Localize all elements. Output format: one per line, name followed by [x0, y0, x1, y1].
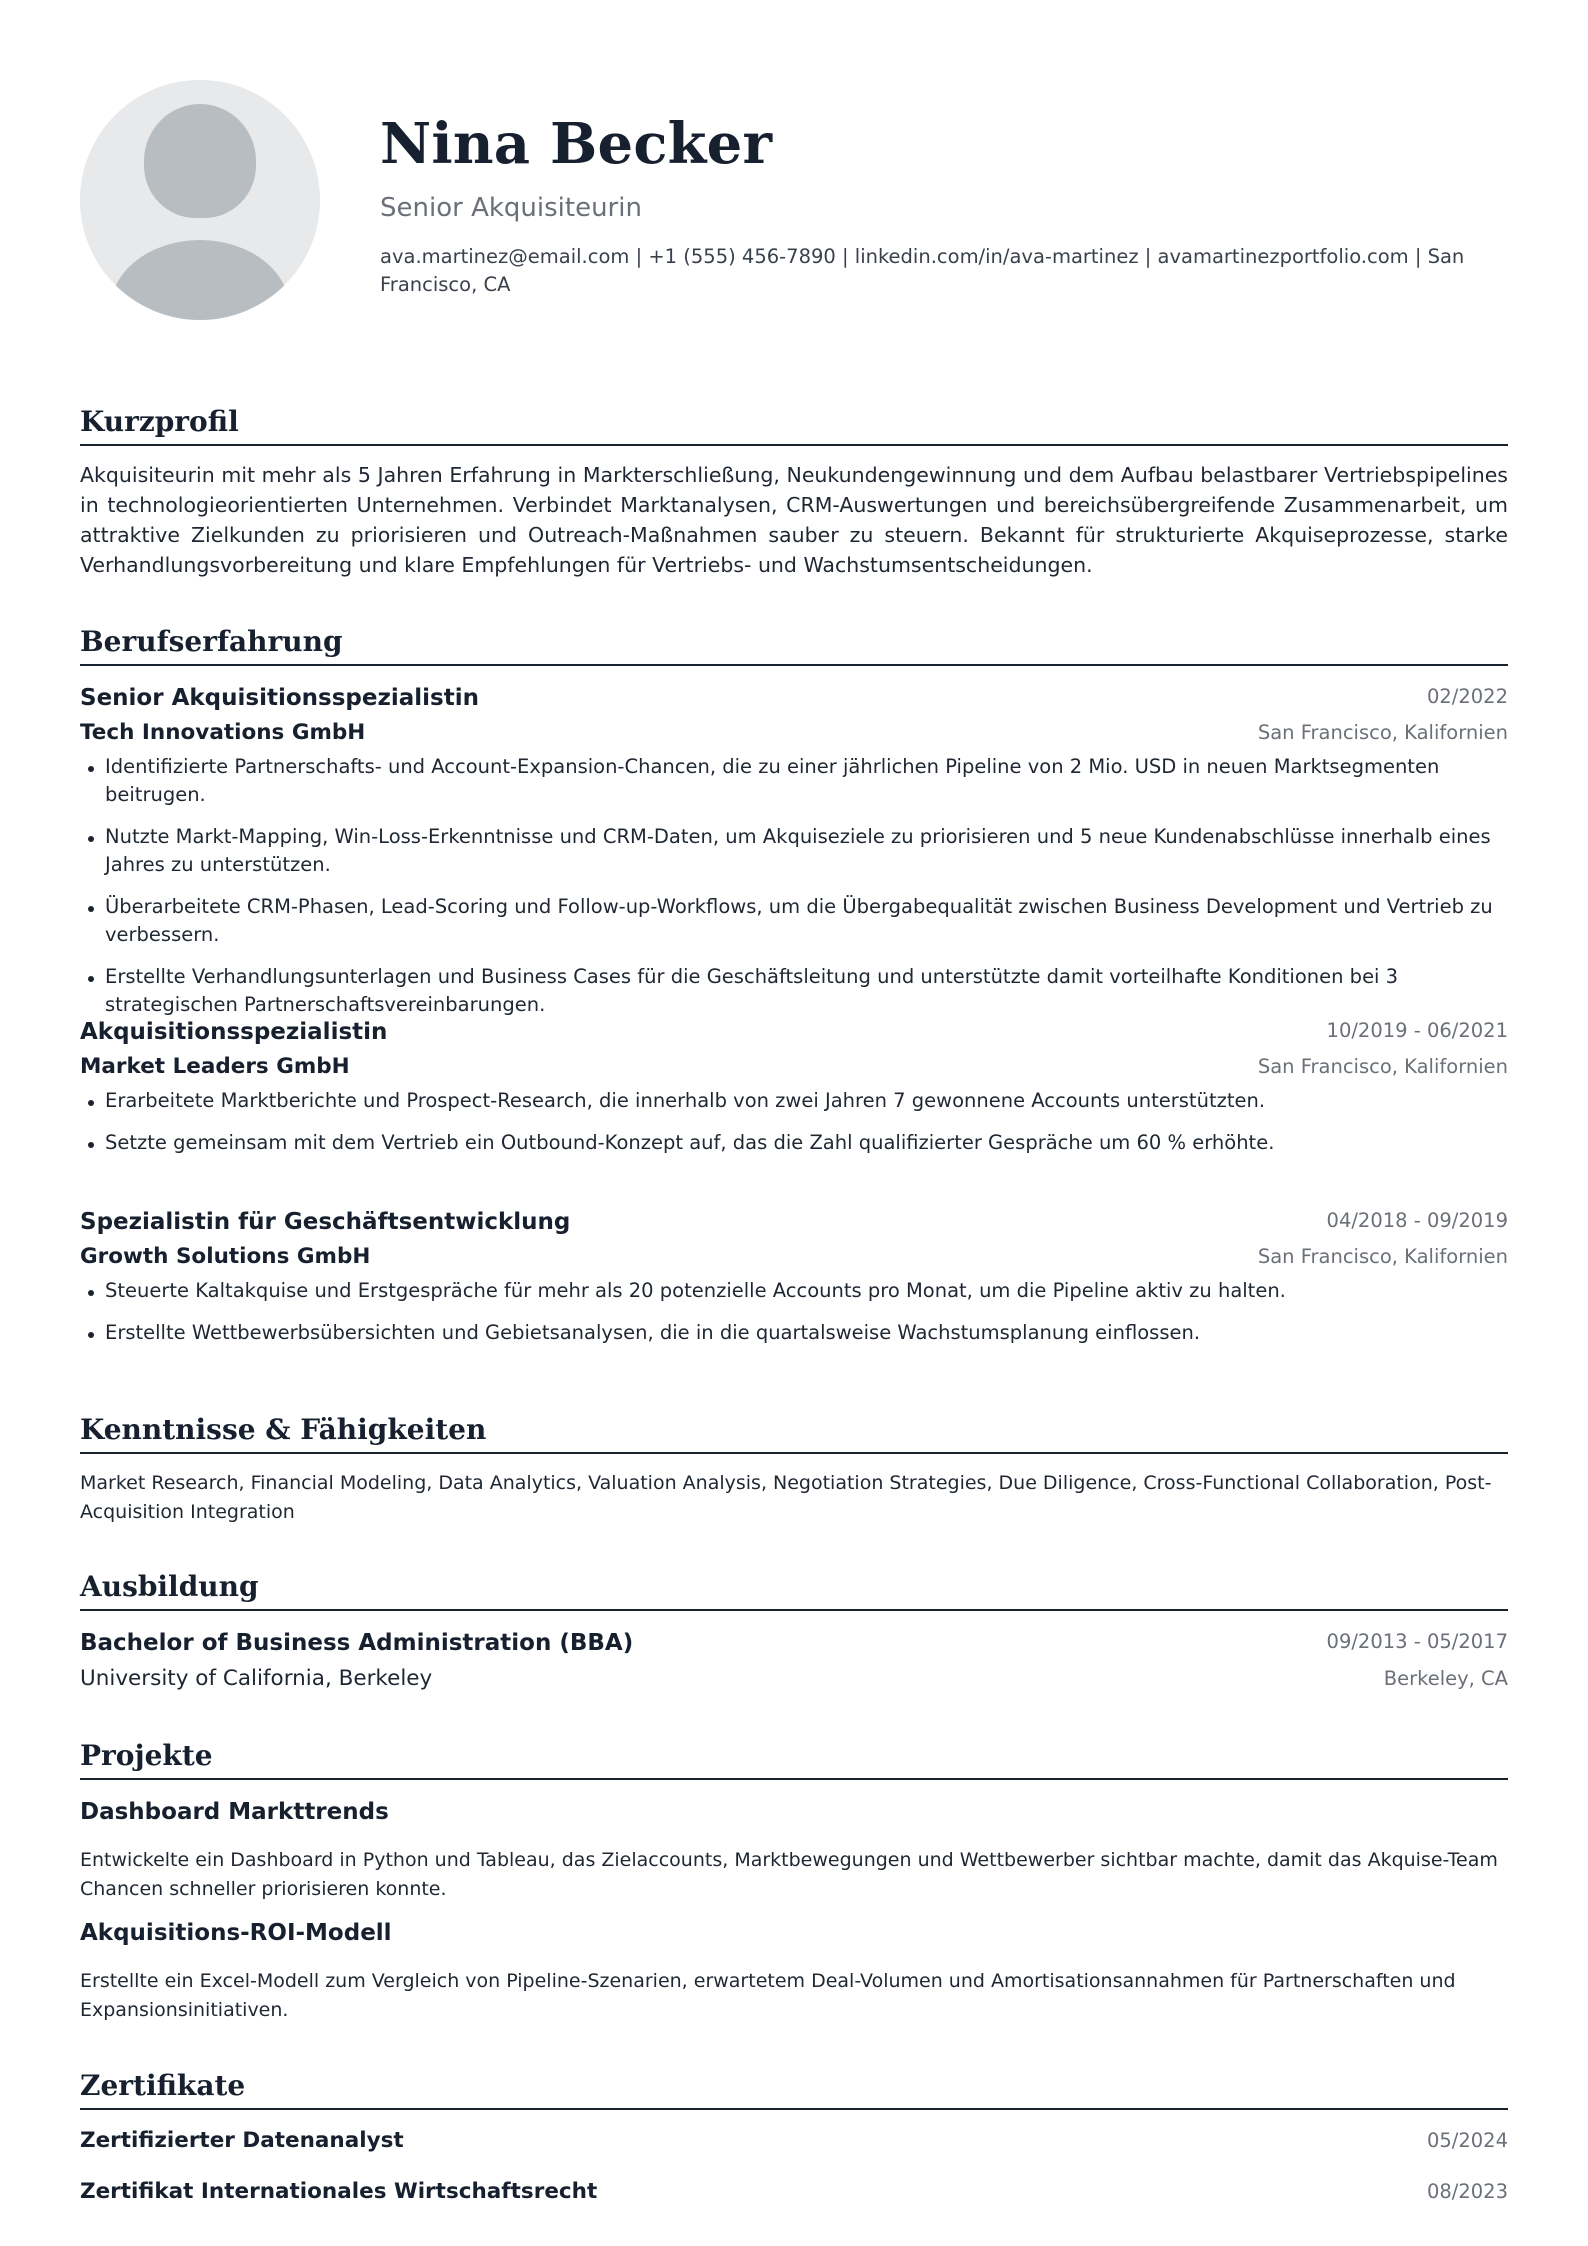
list-item: Erstellte Verhandlungsunterlagen und Business Cases für die Geschäftsleitung und unterstützte damit vorteilhafte Konditionen bei 3 strategischen Partnerschaftsvereinbarungen.: [80, 963, 1508, 1019]
project-title: Dashboard Markttrends: [80, 1799, 389, 1825]
section-heading-education: Ausbildung: [80, 1567, 1508, 1611]
avatar-body-shape: [110, 240, 290, 320]
avatar-head-shape: [144, 104, 256, 218]
skills-text: Market Research, Financial Modeling, Data Analytics, Valuation Analysis, Negotiation Strategies, Due Diligence, Cross-Functional Collaboration, Post-Acquisition Integration: [80, 1472, 1492, 1523]
job-location: San Francisco, Kalifornien: [1257, 721, 1508, 744]
job-date: 04/2018 - 09/2019: [1326, 1209, 1508, 1232]
section-heading-certificates: Zertifikate: [80, 2066, 1508, 2110]
job-location: San Francisco, Kalifornien: [1257, 1055, 1508, 1078]
section-heading-experience: Berufserfahrung: [80, 622, 1508, 666]
section-heading-projects: Projekte: [80, 1736, 1508, 1780]
candidate-title: Senior Akquisiteurin: [380, 193, 642, 223]
education-date: 09/2013 - 05/2017: [1326, 1630, 1508, 1653]
job-bullets: [80, 1277, 1508, 1361]
list-item: Identifizierte Partnerschafts- und Account-Expansion-Chancen, die zu einer jährlichen Pipeline von 2 Mio. USD in neuen Marktsegmenten beitrugen.: [80, 753, 1508, 809]
certificate-name: Zertifikat Internationales Wirtschaftsrecht: [80, 2179, 598, 2204]
list-item: Überarbeitete CRM-Phasen, Lead-Scoring und Follow-up-Workflows, um die Übergabequalität zwischen Business Development und Vertrieb zu verbessern.: [80, 893, 1508, 949]
job-company: Tech Innovations GmbH: [80, 720, 366, 745]
contact-line: ava.martinez@email.com | +1 (555) 456-7890 | linkedin.com/in/ava-martinez | avamartinezportfolio.com | San Francisco, CA: [380, 245, 1465, 296]
list-item: Steuerte Kaltakquise und Erstgespräche für mehr als 20 potenzielle Accounts pro Monat, um die Pipeline aktiv zu halten.: [80, 1277, 1508, 1305]
avatar-placeholder-icon: [80, 80, 320, 320]
job-bullets: [80, 1087, 1508, 1171]
job-company: Growth Solutions GmbH: [80, 1244, 371, 1269]
certificate-name: Zertifizierter Datenanalyst: [80, 2128, 404, 2153]
certificate-date: 05/2024: [1426, 2129, 1508, 2152]
list-item: Erarbeitete Marktberichte und Prospect-Research, die innerhalb von zwei Jahren 7 gewonnene Accounts unterstützten.: [80, 1087, 1508, 1115]
job-role: Spezialistin für Geschäftsentwicklung: [80, 1209, 571, 1235]
list-item: Erstellte Wettbewerbsübersichten und Gebietsanalysen, die in die quartalsweise Wachstumsplanung einflossen.: [80, 1319, 1508, 1347]
project-description: Entwickelte ein Dashboard in Python und Tableau, das Zielaccounts, Marktbewegungen und Wettbewerber sichtbar machte, damit das Akquise-Team Chancen schneller priorisieren konnte.: [80, 1849, 1498, 1900]
certificate-date: 08/2023: [1426, 2180, 1508, 2203]
job-role: Senior Akquisitionsspezialistin: [80, 685, 479, 711]
list-item: Setzte gemeinsam mit dem Vertrieb ein Outbound-Konzept auf, das die Zahl qualifizierter Gespräche um 60 % erhöhte.: [80, 1129, 1508, 1157]
job-company: Market Leaders GmbH: [80, 1054, 350, 1079]
job-date: 10/2019 - 06/2021: [1326, 1019, 1508, 1042]
education-location: Berkeley, CA: [1383, 1667, 1508, 1690]
section-heading-skills: Kenntnisse & Fähigkeiten: [80, 1410, 1508, 1454]
candidate-name: Nina Becker: [380, 111, 773, 177]
job-role: Akquisitionsspezialistin: [80, 1019, 388, 1045]
section-heading-summary: Kurzprofil: [80, 402, 1508, 446]
summary-text: Akquisiteurin mit mehr als 5 Jahren Erfahrung in Markterschließung, Neukundengewinnung und dem Aufbau belastbarer Vertriebspipelines in technologieorientierten Unternehmen. Verbindet Marktanalysen, CRM-Auswertungen und bereichsübergreifende Zusammenarbeit, um attraktive Zielkunden zu priorisieren und Outreach-Maßnahmen sauber zu steuern. Bekannt für strukturierte Akquiseprozesse, starke Verhandlungsvorbereitung und klare Empfehlungen für Vertriebs- und Wachstumsentscheidungen.: [80, 463, 1508, 577]
job-bullets: [80, 753, 1508, 1033]
project-description: Erstellte ein Excel-Modell zum Vergleich von Pipeline-Szenarien, erwartetem Deal-Volumen und Amortisationsannahmen für Partnerschaften und Expansionsinitiativen.: [80, 1970, 1456, 2021]
education-school: University of California, Berkeley: [80, 1666, 433, 1691]
list-item: Nutzte Markt-Mapping, Win-Loss-Erkenntnisse und CRM-Daten, um Akquiseziele zu priorisieren und 5 neue Kundenabschlüsse innerhalb eines Jahres zu unterstützen.: [80, 823, 1508, 879]
education-degree: Bachelor of Business Administration (BBA): [80, 1630, 634, 1656]
job-date: 02/2022: [1426, 685, 1508, 708]
project-title: Akquisitions-ROI-Modell: [80, 1920, 392, 1946]
job-location: San Francisco, Kalifornien: [1257, 1245, 1508, 1268]
